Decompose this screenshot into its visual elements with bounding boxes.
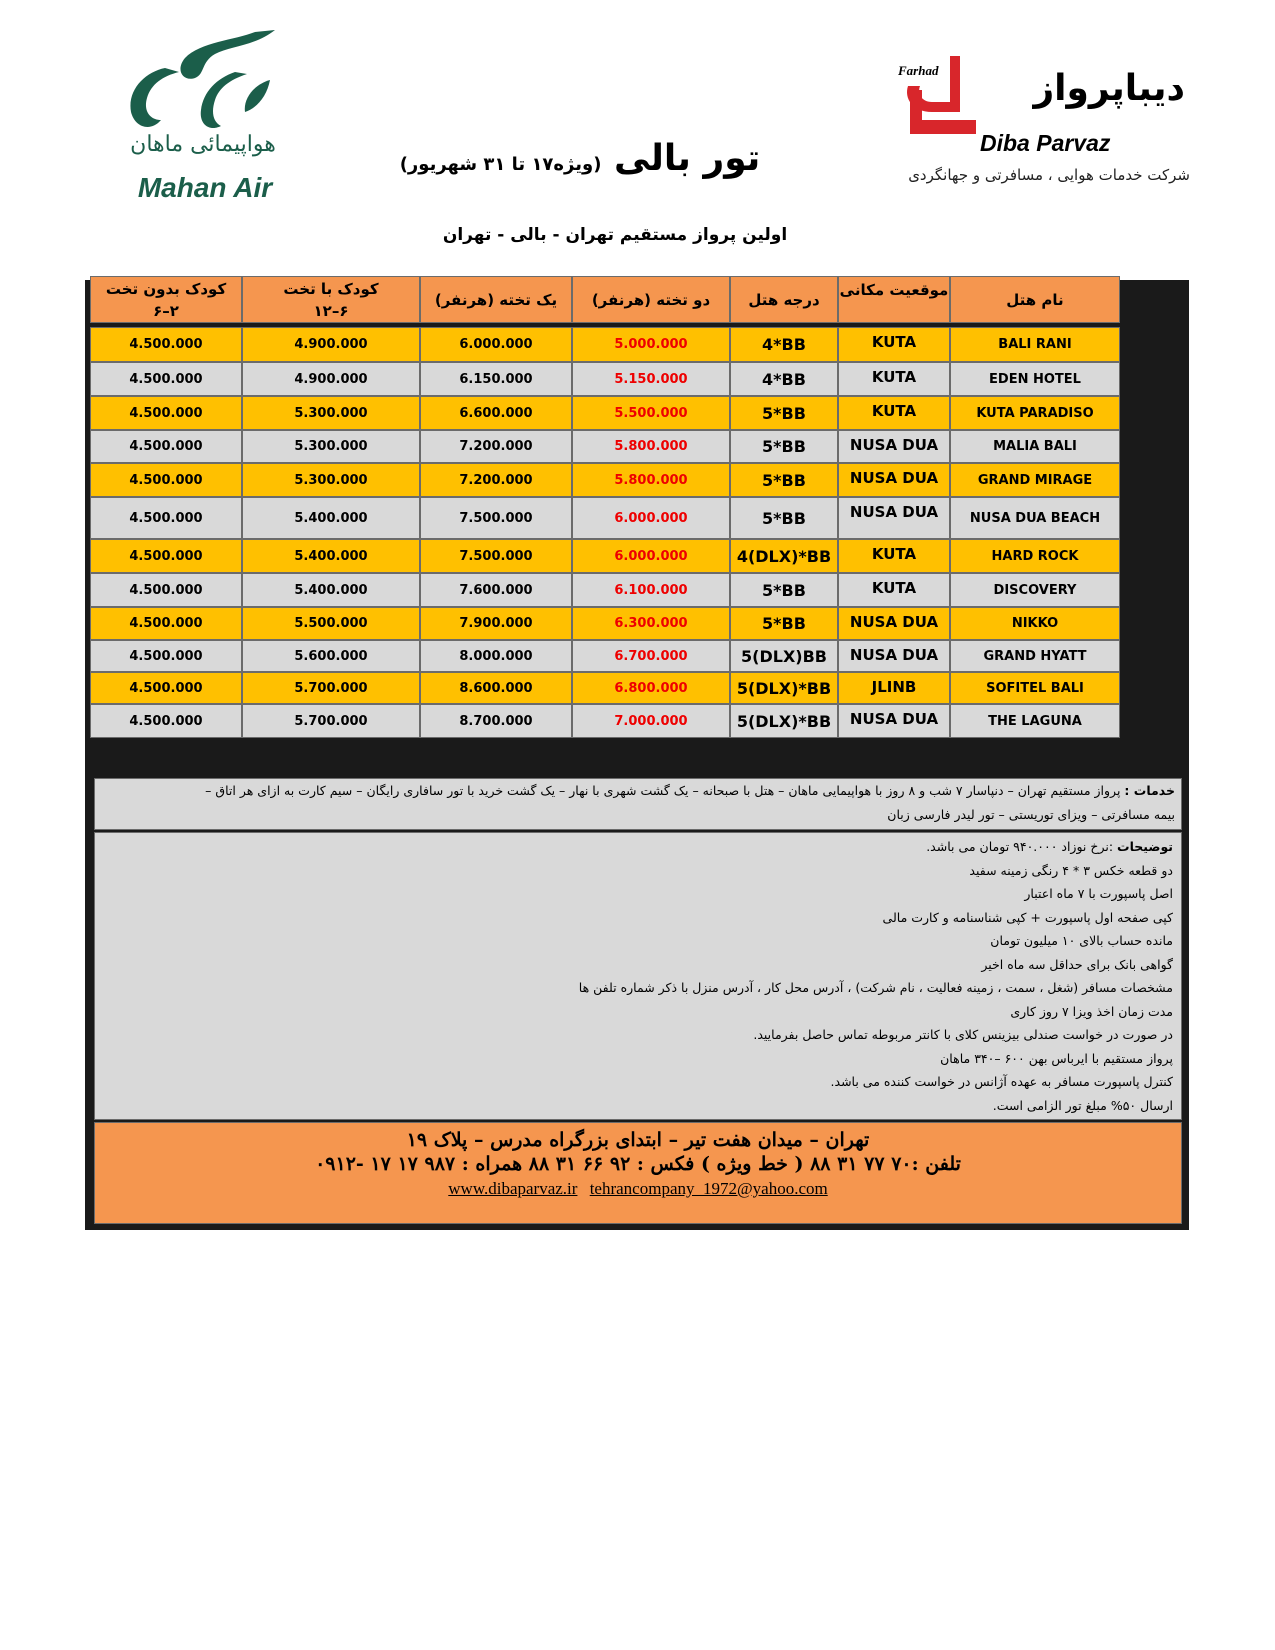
page-title [380, 138, 780, 179]
col-header-hotel-name-label: نام هتل [1006, 290, 1064, 309]
cell-value: DISCOVERY [993, 582, 1077, 598]
note-item: کپی صفحه اول پاسپورت + کپی شناسنامه و کارت مالی [882, 909, 1173, 925]
cell-value: 8.700.000 [459, 713, 533, 729]
col-header-double-label: دو تخته (هرنفر) [591, 290, 711, 309]
cell-value: 6.100.000 [614, 582, 688, 598]
cell-child-bed [242, 396, 420, 430]
cell-value: 6.000.000 [614, 548, 688, 564]
cell-value: 4.500.000 [129, 713, 203, 729]
col-header-location-label: موقعیت مکانی [839, 281, 949, 299]
cell-value: 5.800.000 [614, 472, 688, 488]
cell-child-nobed [90, 607, 242, 640]
cell-child-bed [242, 497, 420, 539]
cell-child-nobed [90, 396, 242, 430]
cell-single [420, 497, 572, 539]
note-item: مانده حساب بالای ۱۰ میلیون تومان [990, 933, 1173, 948]
note-item: دو قطعه خکس ۳ * ۴ رنگی زمینه سفید [969, 862, 1173, 878]
cell-value: 4.900.000 [294, 371, 368, 387]
cell-value: 4(DLX)*BB [736, 546, 832, 566]
col-header-child-with-bed [242, 276, 420, 323]
cell-category [730, 672, 838, 704]
cell-value: NUSA DUA [849, 710, 939, 728]
cell-child-nobed [90, 573, 242, 607]
cell-child-bed [242, 539, 420, 573]
cell-location [838, 430, 950, 463]
cell-location [838, 396, 950, 430]
cell-value: 4.900.000 [294, 337, 368, 352]
cell-value: 5.150.000 [614, 371, 688, 387]
services-line-1 [101, 779, 1175, 803]
cell-single [420, 362, 572, 396]
cell-name [950, 497, 1120, 539]
cell-value: 6.150.000 [459, 371, 533, 387]
col-header-child-no-bed-label: کودک بدون تخت [105, 279, 227, 298]
contact-address: تهران – میدان هفت تیر – ابتدای بزرگراه مدرس – پلاک ۱۹ [406, 1129, 870, 1151]
contact-links [95, 1179, 1181, 1199]
cell-value: 6.700.000 [614, 648, 688, 664]
cell-value: 5.400.000 [294, 582, 368, 598]
cell-category [730, 327, 838, 362]
cell-value: 5*BB [762, 508, 806, 528]
cell-value: 8.000.000 [459, 648, 533, 664]
mahan-air-persian-name: هواپیمائی ماهان [130, 132, 276, 157]
cell-value: KUTA [871, 402, 917, 420]
cell-name [950, 640, 1120, 672]
cell-value: 4.500.000 [129, 371, 203, 387]
cell-value: 5.000.000 [614, 337, 688, 352]
cell-double [572, 396, 730, 430]
cell-category [730, 640, 838, 672]
cell-name [950, 672, 1120, 704]
cell-value: 5.700.000 [294, 680, 368, 696]
website-link[interactable]: www.dibaparvaz.ir [448, 1179, 578, 1198]
cell-value: EDEN HOTEL [989, 371, 1081, 387]
cell-double [572, 573, 730, 607]
cell-name [950, 362, 1120, 396]
services-line-2: بیمه مسافرتی – ویزای توریستی – تور لیدر فارسی زبان [887, 807, 1175, 822]
cell-name [950, 463, 1120, 497]
cell-single [420, 573, 572, 607]
cell-value: 5*BB [762, 580, 806, 600]
cell-value: 5.600.000 [294, 648, 368, 664]
cell-value: 7.500.000 [459, 548, 533, 564]
cell-location [838, 704, 950, 738]
cell-value: 5(DLX)BB [741, 646, 827, 666]
cell-value: 7.900.000 [459, 616, 533, 631]
cell-single [420, 327, 572, 362]
cell-value: 5.800.000 [614, 439, 688, 454]
note-item: در صورت در خواست صندلی بیزینس کلای با کانتر مربوطه تماس حاصل بفرمایید. [753, 1027, 1173, 1042]
cell-double [572, 497, 730, 539]
cell-value: NUSA DUA [849, 613, 939, 631]
cell-single [420, 463, 572, 497]
col-header-child-with-bed-label: کودک با تخت [283, 279, 379, 298]
cell-category [730, 430, 838, 463]
cell-value: 5.500.000 [614, 405, 688, 421]
cell-double [572, 362, 730, 396]
cell-value: BALI RANI [998, 337, 1072, 352]
cell-name [950, 573, 1120, 607]
cell-child-bed [242, 430, 420, 463]
cell-name [950, 607, 1120, 640]
cell-child-bed [242, 327, 420, 362]
cell-child-bed [242, 573, 420, 607]
title-main: تور بالی [613, 138, 761, 179]
cell-double [572, 607, 730, 640]
services-section [94, 778, 1182, 830]
note-item: مدت زمان اخذ ویزا ۷ روز کاری [1010, 1003, 1173, 1019]
col-header-category-label: درجه هتل [748, 290, 820, 309]
contact-phones: تلفن :۷۰ ۷۷ ۳۱ ۸۸ ( خط ویژه ) فکس : ۹۲ ۶۶ ۳۱ ۸۸ همراه : ۹۸۷ ۱۷ ۱۷ -۰۹۱۲ [315, 1153, 961, 1175]
cell-name [950, 396, 1120, 430]
note-item: گواهی بانک برای حداقل سه ماه اخیر [981, 956, 1173, 972]
cell-category [730, 362, 838, 396]
cell-value: 4.500.000 [129, 439, 203, 454]
cell-value: 4.500.000 [129, 582, 203, 598]
cell-value: HARD ROCK [991, 548, 1079, 564]
cell-value: 7.500.000 [459, 510, 533, 526]
cell-value: 4.500.000 [129, 510, 203, 526]
cell-single [420, 704, 572, 738]
notes-section [94, 832, 1182, 1120]
cell-value: 5.400.000 [294, 548, 368, 564]
farhad-label: Farhad [898, 63, 939, 78]
cell-child-nobed [90, 497, 242, 539]
cell-value: NIKKO [1011, 616, 1059, 631]
cell-value: 8.600.000 [459, 680, 533, 696]
cell-value: 4.500.000 [129, 548, 203, 564]
cell-value: 7.600.000 [459, 582, 533, 598]
cell-name [950, 327, 1120, 362]
cell-value: 6.300.000 [614, 616, 688, 631]
cell-value: 7.000.000 [614, 713, 688, 729]
cell-value: GRAND HYATT [983, 648, 1087, 664]
cell-value: NUSA DUA [849, 436, 939, 454]
cell-value: 5.300.000 [294, 472, 368, 488]
cell-location [838, 327, 950, 362]
cell-value: 5.300.000 [294, 439, 368, 454]
cell-category [730, 396, 838, 430]
cell-location [838, 573, 950, 607]
cell-value: NUSA DUA [849, 469, 939, 487]
cell-value: NUSA DUA [849, 646, 939, 664]
cell-category [730, 607, 838, 640]
cell-value: 4.500.000 [129, 337, 203, 352]
cell-name [950, 430, 1120, 463]
col-header-double [572, 276, 730, 323]
cell-value: 5*BB [762, 437, 806, 456]
cell-value: 4.500.000 [129, 405, 203, 421]
cell-value: NUSA DUA [849, 503, 939, 521]
cell-value: 4.500.000 [129, 648, 203, 664]
cell-double [572, 539, 730, 573]
col-header-category [730, 276, 838, 323]
cell-child-bed [242, 640, 420, 672]
cell-value: NUSA DUA BEACH [969, 510, 1101, 526]
cell-child-bed [242, 672, 420, 704]
cell-child-nobed [90, 640, 242, 672]
cell-child-nobed [90, 362, 242, 396]
cell-child-bed [242, 362, 420, 396]
cell-category [730, 497, 838, 539]
cell-value: KUTA PARADISO [976, 405, 1094, 421]
cell-value: MALIA BALI [993, 439, 1077, 454]
note-item: پرواز مستقیم با ایرباس بهن ۶۰۰ –۳۴۰ ماهان [940, 1050, 1173, 1066]
cell-double [572, 672, 730, 704]
cell-category [730, 539, 838, 573]
cell-location [838, 607, 950, 640]
cell-single [420, 672, 572, 704]
cell-location [838, 497, 950, 539]
cell-value: 6.000.000 [614, 510, 688, 526]
cell-value: JLINB [871, 678, 917, 696]
cell-double [572, 430, 730, 463]
cell-value: SOFITEL BALI [986, 680, 1084, 696]
cell-value: THE LAGUNA [988, 713, 1082, 729]
title-dates: (ویژه۱۷ تا ۳۱ شهریور) [399, 154, 602, 175]
cell-value: 4.500.000 [129, 472, 203, 488]
cell-value: 5*BB [762, 614, 806, 633]
cell-child-nobed [90, 539, 242, 573]
notes-first-line [103, 835, 1173, 859]
cell-value: 5(DLX)*BB [736, 678, 832, 698]
diba-parvaz-tagline: شرکت خدمات هوایی ، مسافرتی و جهانگردی [908, 166, 1190, 184]
cell-single [420, 396, 572, 430]
col-header-single [420, 276, 572, 323]
contact-section [94, 1122, 1182, 1224]
cell-name [950, 539, 1120, 573]
cell-value: KUTA [871, 579, 917, 597]
cell-value: 7.200.000 [459, 439, 533, 454]
col-header-location [838, 276, 950, 323]
cell-double [572, 640, 730, 672]
cell-category [730, 704, 838, 738]
col-header-single-label: یک تخته (هرنفر) [434, 290, 558, 309]
cell-value: 5.400.000 [294, 510, 368, 526]
page-subtitle: اولین پرواز مستقیم تهران - بالی - تهران [442, 225, 788, 245]
cell-double [572, 704, 730, 738]
cell-location [838, 672, 950, 704]
col-header-child-with-bed-age: ۱۲–۶ [313, 301, 349, 320]
cell-value: KUTA [871, 545, 917, 563]
cell-value: 7.200.000 [459, 472, 533, 488]
note-item: کنترل پاسپورت مسافر به عهده آژانس در خواست کننده می باشد. [830, 1074, 1173, 1089]
cell-value: 4*BB [762, 335, 806, 354]
email-link[interactable]: tehrancompany_1972@yahoo.com [589, 1179, 828, 1198]
cell-single [420, 607, 572, 640]
cell-child-bed [242, 463, 420, 497]
cell-value: 5.300.000 [294, 405, 368, 421]
col-header-child-no-bed [90, 276, 242, 323]
cell-category [730, 573, 838, 607]
cell-double [572, 463, 730, 497]
cell-value: KUTA [871, 368, 917, 386]
cell-child-bed [242, 607, 420, 640]
cell-value: 6.800.000 [614, 680, 688, 696]
cell-value: 4.500.000 [129, 616, 203, 631]
cell-value: 4.500.000 [129, 680, 203, 696]
cell-child-nobed [90, 672, 242, 704]
cell-single [420, 539, 572, 573]
note-item: اصل پاسپورت با ۷ ماه اعتبار [1024, 886, 1173, 901]
col-header-hotel-name [950, 276, 1120, 323]
cell-child-nobed [90, 327, 242, 362]
cell-child-nobed [90, 430, 242, 463]
cell-value: 6.000.000 [459, 337, 533, 352]
notes-infant-rate: :نرخ نوزاد ۹۴۰.۰۰۰ تومان می باشد. [926, 839, 1118, 854]
mahan-air-english-name: Mahan Air [137, 172, 273, 203]
cell-child-nobed [90, 463, 242, 497]
cell-value: 5*BB [762, 470, 806, 490]
cell-value: 5(DLX)*BB [736, 711, 832, 731]
cell-location [838, 463, 950, 497]
cell-value: KUTA [871, 333, 917, 351]
cell-single [420, 430, 572, 463]
note-item: ارسال ۵۰% مبلغ تور الزامی است. [992, 1097, 1173, 1113]
note-item: مشخصات مسافر (شغل ، سمت ، زمینه فعالیت ، نام شرکت) ، آدرس محل کار ، آدرس منزل با ذکر شماره تلفن ها [578, 980, 1173, 995]
cell-value: 5.700.000 [294, 713, 368, 729]
cell-child-nobed [90, 704, 242, 738]
cell-double [572, 327, 730, 362]
diba-parvaz-persian-name: دیباپرواز [1033, 68, 1185, 109]
cell-child-bed [242, 704, 420, 738]
cell-value: GRAND MIRAGE [977, 472, 1093, 488]
cell-value: 5*BB [762, 403, 806, 423]
cell-value: 5.500.000 [294, 616, 368, 631]
cell-location [838, 362, 950, 396]
cell-location [838, 539, 950, 573]
cell-location [838, 640, 950, 672]
cell-value: 4*BB [762, 369, 806, 389]
cell-category [730, 463, 838, 497]
cell-value: 6.600.000 [459, 405, 533, 421]
col-header-child-no-bed-age: ۶–۲ [153, 301, 179, 320]
cell-name [950, 704, 1120, 738]
services-text-1: پرواز مستقیم تهران – دنپاسار ۷ شب و ۸ روز با هواپیمایی ماهان – هتل با صبحانه – یک گشت شهری با نهار – یک گشت خرید با تور سافاری رایگان – سیم کارت به ازای هر اتاق – [205, 783, 1121, 798]
cell-single [420, 640, 572, 672]
notes-label: توضیحات [1117, 839, 1173, 854]
services-label: خدمات : [1124, 783, 1175, 798]
diba-parvaz-english-name: Diba Parvaz [980, 130, 1111, 156]
